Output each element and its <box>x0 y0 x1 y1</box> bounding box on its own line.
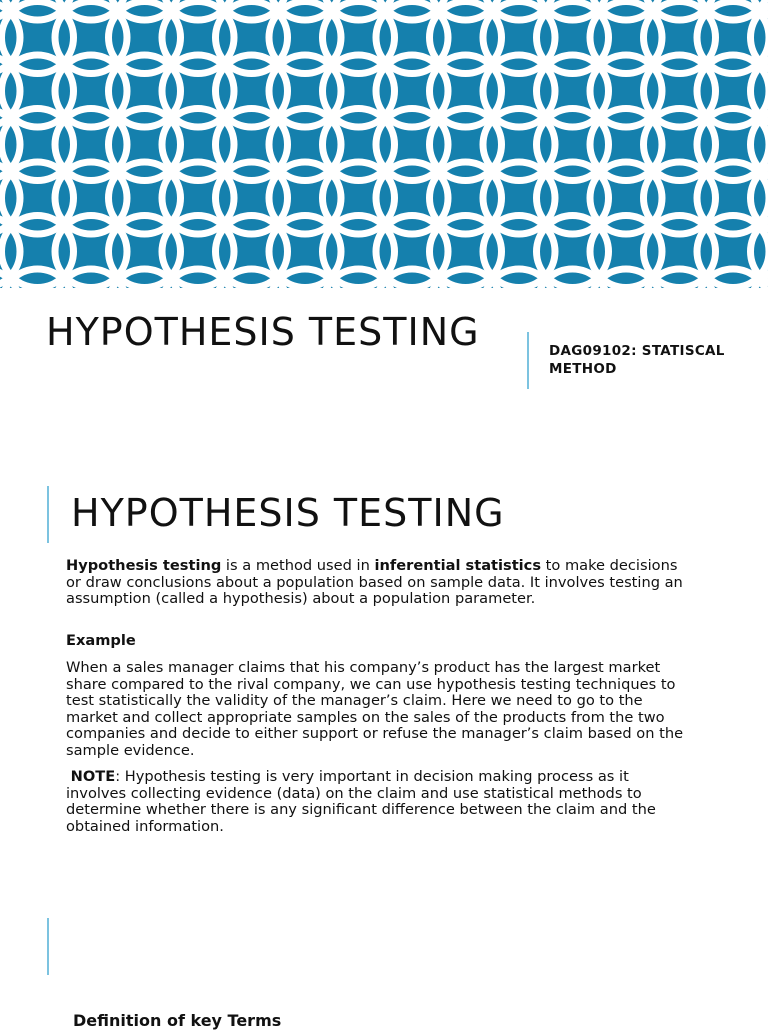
slide-2-accent-line <box>47 486 49 543</box>
intro-text-1: is a method used in <box>221 557 375 574</box>
term-hypothesis-testing: Hypothesis testing <box>66 557 222 574</box>
title-divider <box>527 332 529 389</box>
course-code: DAG09102: STATISCAL METHOD <box>549 343 725 377</box>
slide-2-title: HYPOTHESIS TESTING <box>71 491 505 535</box>
note-text: : Hypothesis testing is very important in decision making process as it involves collecting evidence (data) on the claim and use statistical methods to determine whether there is any significant difference between the claim and the obtained information. <box>66 768 656 835</box>
circle-pattern <box>0 0 768 288</box>
example-heading <box>66 633 686 650</box>
note-label: NOTE <box>70 768 116 785</box>
decorative-banner <box>0 0 768 288</box>
slide-1-title: HYPOTHESIS TESTING <box>46 310 480 354</box>
intro-paragraph <box>66 558 686 608</box>
example-paragraph: When a sales manager claims that his company’s product has the largest market share compared to the rival company, we can use hypothesis testing techniques to test statistically the validity of the manager’s claim. Here we need to go to the market and collect appropriate samples on the sales of the products from the two companies and decide to either support or refuse the manager’s claim based on the sample evidence. <box>66 659 684 759</box>
slide-3-accent-line <box>47 918 49 975</box>
example-heading-label: Example <box>66 632 136 649</box>
slide-3-title: Definition of key Terms <box>73 1011 282 1030</box>
term-inferential-statistics: inferential statistics <box>374 557 542 574</box>
intro-text-2: to make decisions or draw conclusions about a population based on sample data. It involves testing an assumption (called a hypothesis) about a population parameter. <box>66 557 683 608</box>
note-paragraph <box>66 769 686 835</box>
